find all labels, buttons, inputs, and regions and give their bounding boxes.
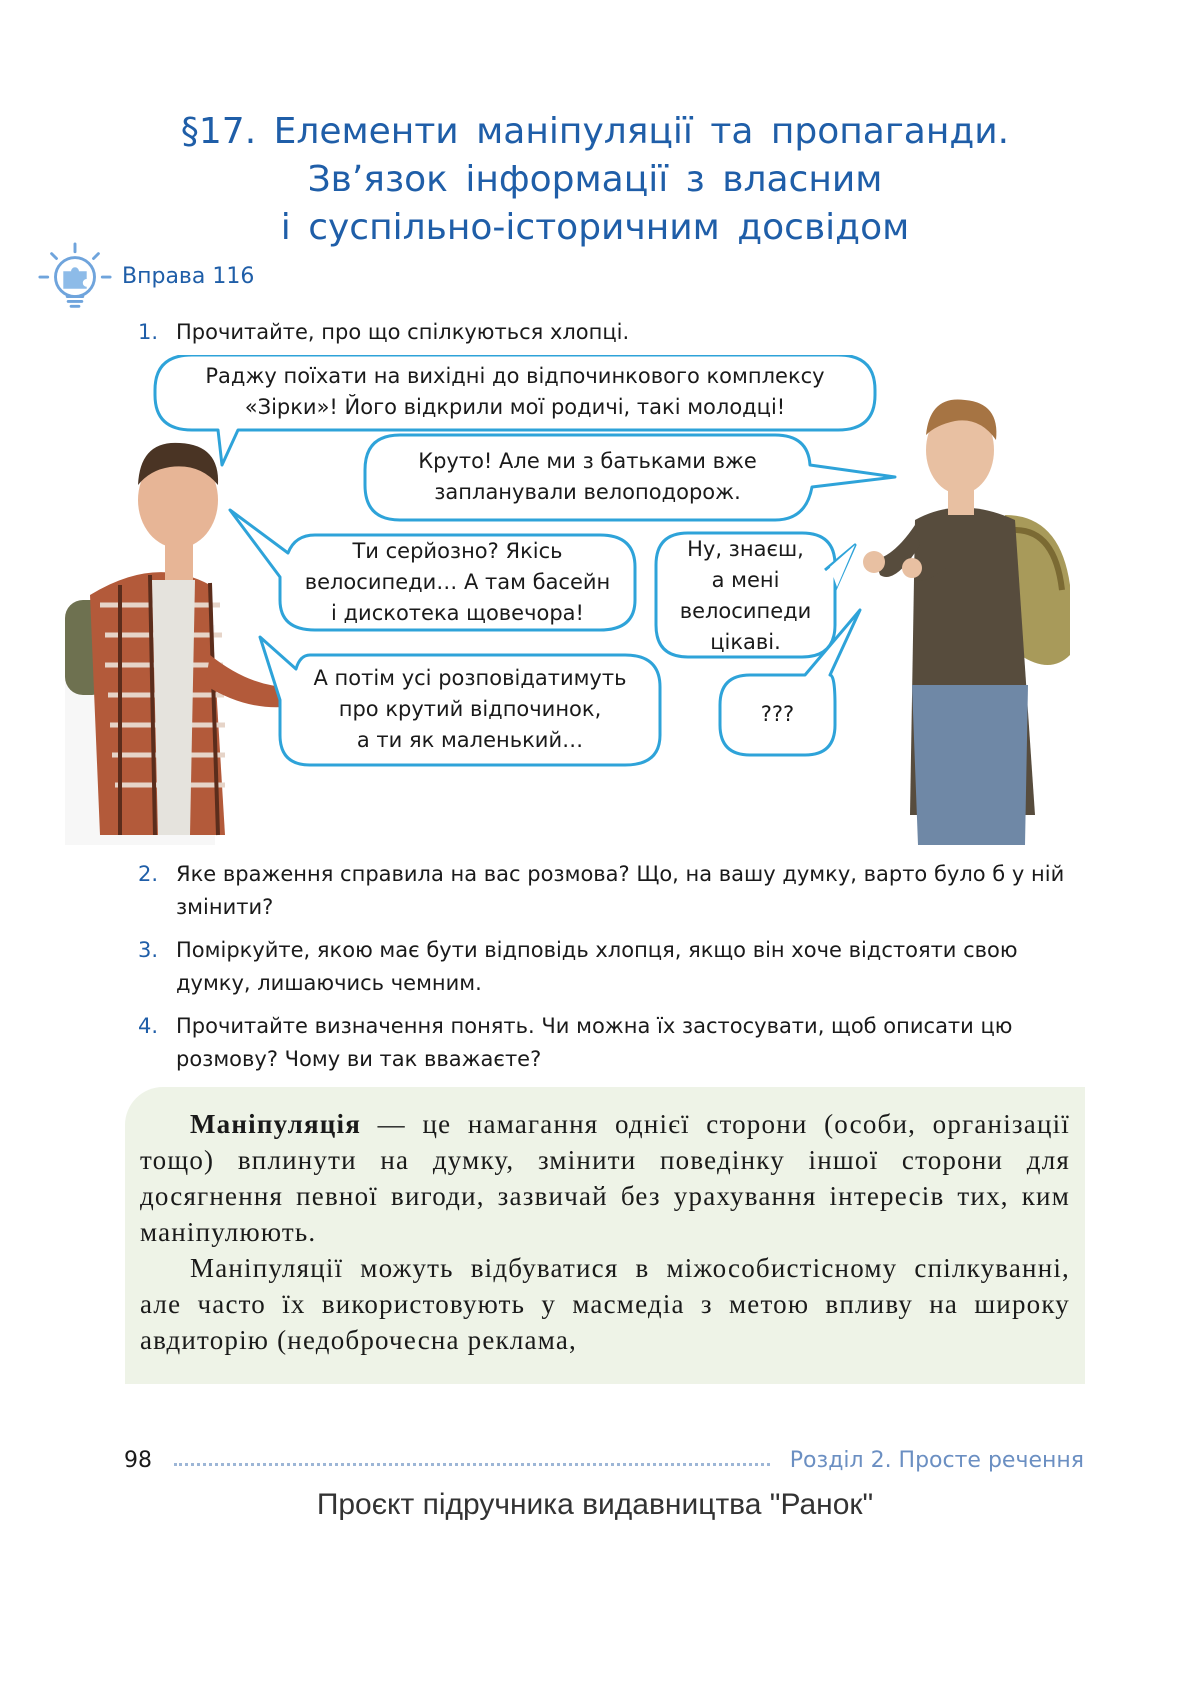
footer-dotted-leader (174, 1454, 770, 1466)
bubble-line: Ти серйозно? Якісь (352, 539, 563, 563)
section-name: Розділ 2. Просте речення (789, 1447, 1084, 1473)
speech-bubble-1 (155, 361, 875, 423)
task-text: Поміркуйте, якою має бути відповідь хлопця, якщо він хоче відстояти свою думку, лишаючись чемним. (176, 938, 1018, 995)
bubble-line: велосипеди (679, 599, 812, 623)
page-number: 98 (124, 1447, 152, 1473)
definition-term: Маніпуляція (190, 1109, 362, 1139)
exercise-header (36, 254, 254, 298)
page-title (0, 108, 1190, 252)
bubble-line: а мені (711, 568, 780, 592)
bubble-line: а ти як маленький… (356, 728, 584, 752)
speech-bubble-6 (720, 699, 835, 730)
dialogue-illustration (60, 355, 1110, 845)
title-line-3: і суспільно-історичним досвідом (280, 207, 910, 248)
bubble-line: велосипеди… А там басейн (304, 570, 611, 594)
speech-bubble-5 (280, 663, 660, 756)
task-number: 4. (138, 1014, 159, 1038)
definition-paragraph-2: Маніпуляції можуть відбуватися в міжособистісному спілкуванні, але часто їх використовують у масмедіа з метою впливу на широку авдиторію (недоброчесна реклама, (140, 1253, 1070, 1355)
title-line-2: Зв’язок інформації з власним (307, 159, 883, 200)
task-text: Прочитайте визначення понять. Чи можна їх застосувати, щоб описати цю розмову? Чому ви так вважаєте? (176, 1014, 1013, 1071)
definition-paragraph-1 (140, 1106, 1070, 1250)
bubble-line: А потім усі розповідатимуть (313, 666, 627, 690)
right-boy-figure (863, 399, 1070, 845)
lightbulb-puzzle-icon (36, 240, 114, 318)
speech-bubble-2 (365, 446, 810, 508)
draft-note: Проєкт підручника видавництва "Ранок" (316, 1488, 874, 1521)
bubble-line: «Зірки»! Його відкрили мої родичі, такі молодці! (244, 395, 786, 419)
left-boy-figure (65, 443, 335, 845)
bubble-line: ??? (760, 702, 795, 726)
bubble-line: про крутий відпочинок, (338, 697, 602, 721)
bubble-line: цікаві. (710, 630, 781, 654)
task-1 (138, 316, 1088, 349)
speech-bubble-4 (656, 534, 835, 658)
task-text: Яке враження справила на вас розмова? Що, на вашу думку, варто було б у ній змінити? (176, 862, 1065, 919)
task-4 (138, 1010, 1088, 1076)
exercise-label: Вправа 116 (122, 263, 255, 289)
bubble-line: Круто! Але ми з батьками вже (418, 449, 757, 473)
task-3 (138, 934, 1088, 1000)
task-2 (138, 858, 1088, 924)
speech-bubble-3 (280, 536, 635, 629)
page-footer (124, 1445, 1084, 1475)
definition-text (140, 1106, 1070, 1358)
bubble-line: Раджу поїхати на вихідні до відпочинкового комплексу (205, 364, 825, 388)
bubble-line: Ну, знаєш, (687, 537, 804, 561)
task-text: Прочитайте, про що спілкуються хлопці. (176, 320, 630, 344)
bubble-line: і дискотека щовечора! (331, 601, 584, 625)
definition-body: — це намагання однієї сторони (особи, організації тощо) вплинути на думку, змінити поведінку іншої сторони для досягнення певної вигоди, зазвичай без урахування інтересів тих, ким маніпулюють. (140, 1109, 1070, 1247)
title-line-1: §17. Елементи маніпуляції та пропаганди. (180, 111, 1010, 152)
task-number: 1. (138, 320, 159, 344)
task-number: 3. (138, 938, 159, 962)
task-number: 2. (138, 862, 159, 886)
bubble-line: запланували велоподорож. (434, 480, 741, 504)
